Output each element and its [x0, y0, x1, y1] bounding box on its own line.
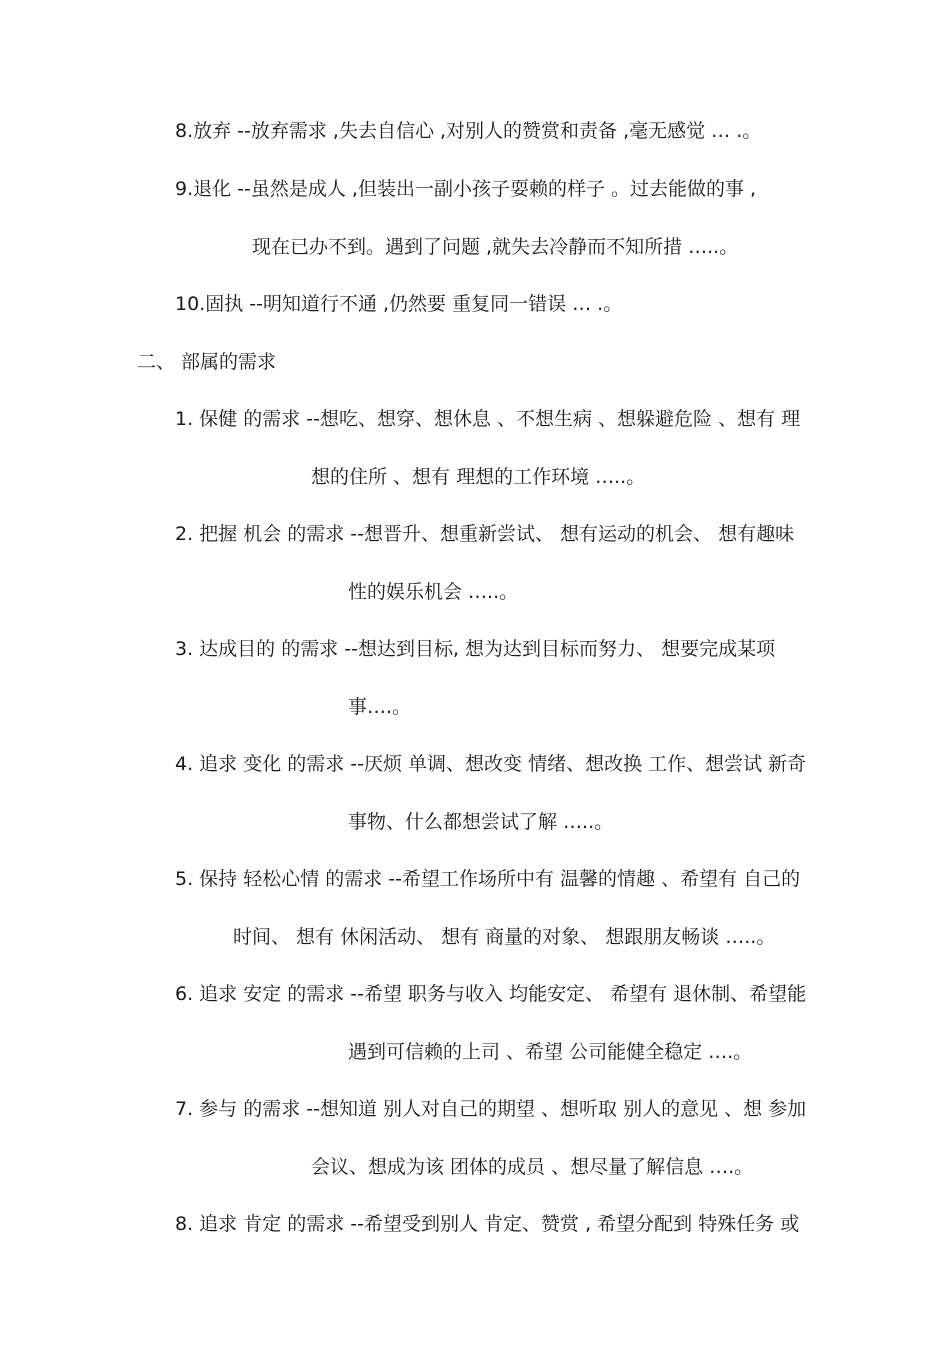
paragraph-line: 8.放弃 --放弃需求 ,失去自信心 ,对别人的赞赏和责备 ,毫无感觉 … .。 [175, 120, 762, 142]
paragraph-line: 事物、什么都想尝试了解 …..。 [348, 811, 614, 833]
paragraph-line: 8. 追求 肯定 的需求 --希望受到别人 肯定、赞赏 , 希望分配到 特殊任务 或 [175, 1213, 800, 1235]
paragraph-line: 3. 达成目的 的需求 --想达到目标, 想为达到目标而努力、 想要完成某项 [175, 638, 776, 660]
paragraph-line: 10.固执 --明知道行不通 ,仍然要 重复同一错误 … .。 [175, 293, 623, 315]
paragraph-line: 想的住所 、想有 理想的工作环境 …..。 [311, 466, 646, 488]
paragraph-line: 现在已办不到。遇到了问题 ,就失去冷静而不知所措 …..。 [252, 236, 739, 258]
paragraph-line: 性的娱乐机会 …..。 [348, 581, 519, 603]
paragraph-line: 2. 把握 机会 的需求 --想晋升、想重新尝试、 想有运动的机会、 想有趣味 [175, 523, 795, 545]
paragraph-line: 会议、想成为该 团体的成员 、想尽量了解信息 ….。 [311, 1156, 754, 1178]
paragraph-line: 遇到可信赖的上司 、希望 公司能健全稳定 ….。 [348, 1041, 753, 1063]
paragraph-line: 6. 追求 安定 的需求 --希望 职务与收入 均能安定、 希望有 退休制、希望能 [175, 983, 807, 1005]
paragraph-line: 1. 保健 的需求 --想吃、想穿、想休息 、不想生病 、想躲避危险 、想有 理 [175, 408, 801, 430]
paragraph-line: 4. 追求 变化 的需求 --厌烦 单调、想改变 情绪、想改换 工作、想尝试 新奇 [175, 753, 807, 775]
section-heading: 二、 部属的需求 [137, 351, 277, 373]
paragraph-line: 7. 参与 的需求 --想知道 别人对自己的期望 、想听取 别人的意见 、想 参加 [175, 1098, 807, 1120]
paragraph-line: 时间、 想有 休闲活动、 想有 商量的对象、 想跟朋友畅谈 …..。 [233, 926, 776, 948]
paragraph-line: 事….。 [348, 696, 412, 718]
paragraph-line: 9.退化 --虽然是成人 ,但装出一副小孩子耍赖的样子 。过去能做的事 , [175, 178, 757, 200]
paragraph-line: 5. 保持 轻松心情 的需求 --希望工作场所中有 温馨的情趣 、希望有 自己的 [175, 868, 801, 890]
